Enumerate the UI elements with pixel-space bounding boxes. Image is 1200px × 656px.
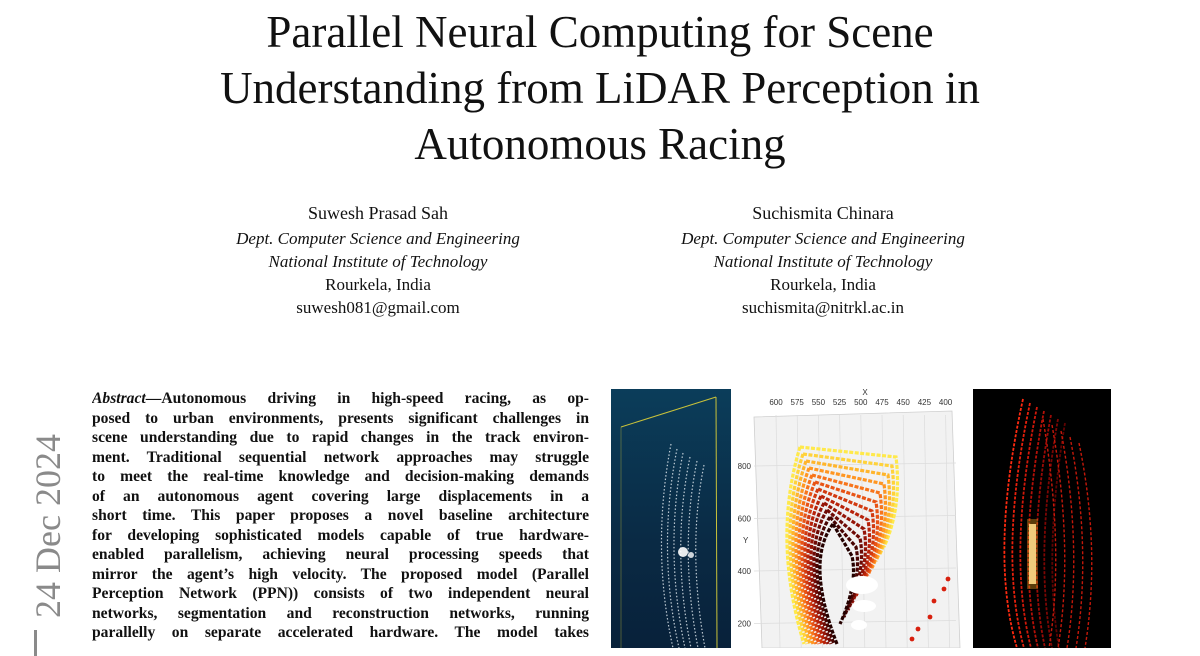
abstract-line: ment. Traditional sequential network approaches may struggle (92, 448, 589, 466)
y-tick-label: 400 (737, 567, 751, 576)
x-tick-label: 475 (875, 398, 889, 407)
abstract-line: mirror the agent’s high velocity. The proposed model (Parallel (92, 565, 589, 583)
author-dept: Dept. Computer Science and Engineering (236, 229, 520, 248)
abstract-line: short time. This paper proposes a novel baseline architecture (92, 507, 589, 524)
author-location: Rourkela, India (770, 275, 876, 294)
author-institute: National Institute of Technology (268, 252, 488, 271)
abstract-line: parallelly on separate accelerated hardware. The model takes (92, 624, 589, 641)
figure-panel-reconstruction (973, 389, 1111, 648)
abstract-line: for developing sophisticated models capable of true hardware- (92, 526, 589, 544)
x-tick-label: 525 (832, 398, 847, 407)
abstract-lead: Abstract (92, 390, 146, 407)
x-tick-label: 600 (769, 398, 783, 407)
author-block-1 (148, 202, 608, 319)
abstract (92, 389, 589, 643)
author-email: suwesh081@gmail.com (296, 298, 460, 317)
y-axis-label: Y (743, 536, 749, 545)
author-block-2 (593, 202, 1053, 319)
abstract-line: to meet the real-time knowledge and decision-making demands (92, 468, 589, 485)
pointcloud-image (611, 389, 731, 648)
abstract-line: networks, segmentation and reconstruction networks, running (92, 604, 589, 622)
paper-title (0, 4, 1200, 172)
title-line-3: Autonomous Racing (414, 119, 786, 169)
y-tick-label: 600 (737, 514, 751, 524)
x-tick-label: 450 (896, 398, 910, 407)
title-line-2: Understanding from LiDAR Perception in (220, 63, 980, 113)
author-location: Rourkela, India (325, 275, 431, 294)
figure-panel-3d-plot (734, 389, 971, 648)
lidar-figure (611, 389, 1111, 648)
reconstruction-image (973, 389, 1111, 648)
author-name: Suchismita Chinara (752, 203, 894, 223)
figure-panel-pointcloud (611, 389, 731, 648)
x-tick-label: 425 (917, 398, 932, 407)
author-name: Suwesh Prasad Sah (308, 203, 448, 223)
side-stamp-bar (34, 630, 37, 656)
author-institute: National Institute of Technology (713, 252, 933, 271)
title-line-1: Parallel Neural Computing for Scene (266, 7, 934, 57)
abstract-line: enabled parallelism, achieving neural processing speeds that (92, 546, 589, 563)
y-tick-label: 800 (737, 462, 751, 471)
abstract-line: Abstract—Autonomous driving in high-speed racing, as op- (92, 390, 589, 407)
abstract-line: scene understanding due to rapid changes in the track environ- (92, 429, 589, 446)
side-stamp-date: 24 Dec 2024 (28, 434, 68, 618)
3d-scatter-plot (734, 389, 971, 648)
x-axis-label: X (862, 389, 868, 397)
abstract-line: posed to urban environments, presents significant challenges in (92, 409, 589, 427)
x-tick-label: 400 (938, 398, 953, 407)
abstract-line: Perception Network (PPN)) consists of two independent neural (92, 585, 589, 602)
author-dept: Dept. Computer Science and Engineering (681, 229, 965, 248)
author-email: suchismita@nitrkl.ac.in (741, 298, 904, 317)
abstract-line: of an autonomous agent covering large displacements in a (92, 487, 589, 505)
y-tick-label: 200 (737, 619, 751, 629)
arxiv-side-stamp (22, 408, 82, 648)
x-tick-label: 550 (811, 398, 826, 407)
x-tick-label: 500 (854, 398, 868, 407)
x-tick-label: 575 (790, 398, 804, 407)
